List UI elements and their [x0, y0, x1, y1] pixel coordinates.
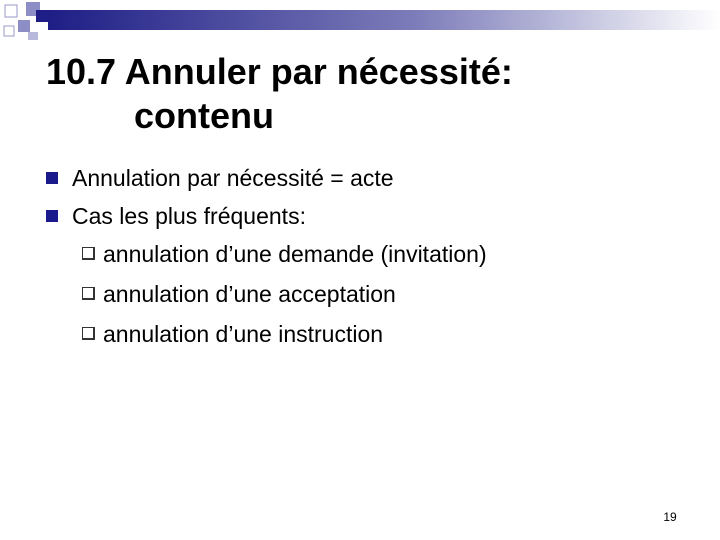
square-bullet-icon: [46, 210, 58, 222]
sub-bullet-text: annulation d’une instruction: [103, 321, 384, 347]
header-decoration: [0, 0, 720, 40]
sub-bullet-text: annulation d’une demande (invitation): [103, 241, 487, 267]
hollow-square-bullet-icon: [82, 287, 95, 300]
title-line-2: contenu: [134, 95, 274, 136]
title-line-1: 10.7 Annuler par nécessité:: [46, 51, 513, 92]
sub-bullet-item: [44, 319, 684, 359]
bullet-item: [44, 201, 684, 239]
sub-bullet-item: [44, 239, 684, 279]
slide-content: [44, 163, 684, 359]
slide-title: [46, 50, 686, 138]
hollow-square-bullet-icon: [82, 327, 95, 340]
sub-bullet-text: annulation d’une acceptation: [103, 281, 396, 307]
hollow-square-bullet-icon: [82, 247, 95, 260]
sub-bullet-item: [44, 279, 684, 319]
bullet-text: Annulation par nécessité = acte: [72, 165, 394, 191]
square-bullet-icon: [46, 172, 58, 184]
bullet-item: [44, 163, 684, 201]
bullet-text: Cas les plus fréquents:: [72, 203, 306, 229]
page-number: 19: [663, 510, 677, 524]
